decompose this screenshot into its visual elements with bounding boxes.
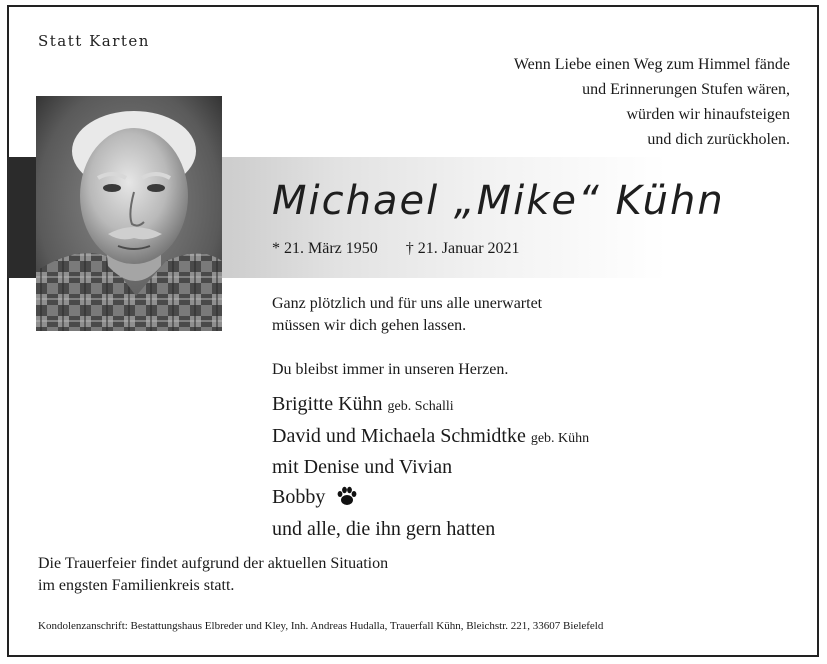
life-dates xyxy=(272,240,520,258)
death-date: † 21. Januar 2021 xyxy=(405,240,520,257)
family-row xyxy=(272,390,589,422)
maiden-name-note: geb. Kühn xyxy=(530,430,590,446)
pet-name: Bobby xyxy=(272,485,326,508)
family-member-name: Brigitte Kühn xyxy=(272,393,383,415)
family-list xyxy=(272,390,589,545)
poem-line: Wenn Liebe einen Weg zum Himmel fände xyxy=(513,56,790,73)
paw-print-icon xyxy=(336,486,358,516)
poem-line: und dich zurückholen. xyxy=(647,131,790,148)
ceremony-line: im engsten Familienkreis statt. xyxy=(38,577,235,594)
poem-line: und Erinnerungen Stufen wären, xyxy=(582,81,790,98)
condolence-address: Kondolenzanschrift: Bestattungshaus Elbreder und Kley, Inh. Andreas Hudalla, Trauerfall Kühn, Bleichstr. 221, 33607 Bielefeld xyxy=(38,620,604,632)
family-member-name: David und Michaela Schmidtke xyxy=(272,424,526,447)
poem xyxy=(514,52,790,152)
portrait-photo xyxy=(36,96,222,331)
ceremony-line: Die Trauerfeier findet aufgrund der aktuellen Situation xyxy=(38,555,389,572)
band-dark-edge xyxy=(7,157,36,278)
maiden-name-note: geb. Schalli xyxy=(387,399,454,414)
poem-line: würden wir hinaufsteigen xyxy=(626,106,790,123)
message-line: Ganz plötzlich und für uns alle unerwartet xyxy=(272,295,543,312)
message-line: müssen wir dich gehen lassen. xyxy=(272,317,467,334)
family-row xyxy=(272,422,589,454)
message xyxy=(272,293,542,337)
family-row: und alle, die ihn gern hatten xyxy=(272,518,496,540)
birth-date: * 21. März 1950 xyxy=(272,240,378,257)
family-row xyxy=(272,483,589,516)
deceased-name: Michael „Mike“ Kühn xyxy=(272,178,725,224)
statt-karten-label: Statt Karten xyxy=(38,32,150,50)
family-row: mit Denise und Vivian xyxy=(272,456,453,478)
ceremony-note xyxy=(38,553,388,597)
closing-line: Du bleibst immer in unseren Herzen. xyxy=(272,361,509,378)
